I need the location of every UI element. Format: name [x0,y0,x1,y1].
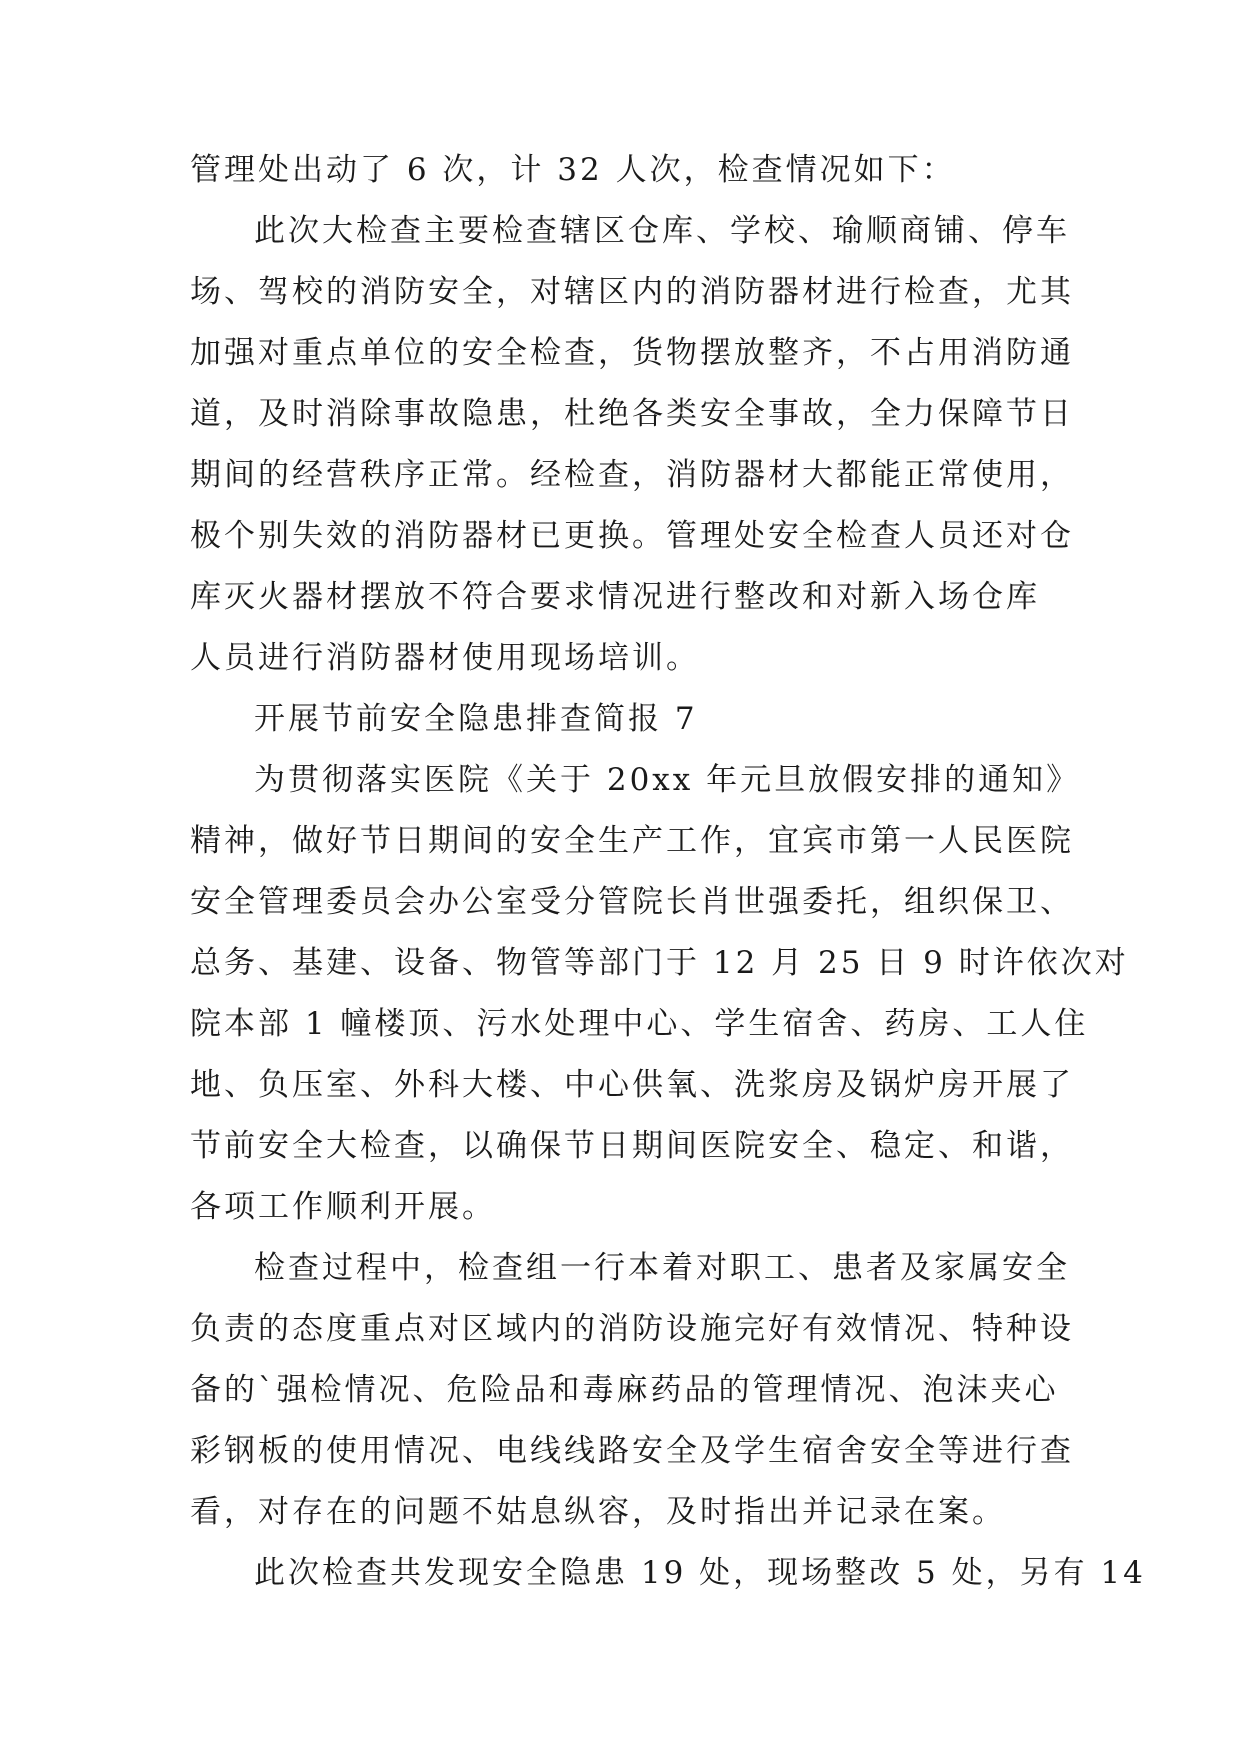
text-line: 院本部 1 幢楼顶、污水处理中心、学生宿舍、药房、工人住 [190,1006,1089,1042]
text-line: 节前安全大检查，以确保节日期间医院安全、稳定、和谐， [190,1128,1074,1164]
text-line: 负责的态度重点对区域内的消防设施完好有效情况、特种设 [190,1311,1074,1347]
text-line: 精神，做好节日期间的安全生产工作，宜宾市第一人民医院 [190,823,1074,859]
text-line: 库灭火器材摆放不符合要求情况进行整改和对新入场仓库 [190,579,1040,615]
text-line: 安全管理委员会办公室受分管院长肖世强委托，组织保卫、 [190,884,1074,920]
text-line: 看，对存在的问题不姑息纵容，及时指出并记录在案。 [190,1494,1006,1530]
section-heading: 开展节前安全隐患排查简报 7 [254,701,698,737]
text-line: 加强对重点单位的安全检查，货物摆放整齐，不占用消防通 [190,335,1074,371]
text-line: 管理处出动了 6 次，计 32 人次，检查情况如下： [190,152,956,188]
text-line: 各项工作顺利开展。 [190,1189,496,1225]
text-line: 期间的经营秩序正常。经检查，消防器材大都能正常使用， [190,457,1074,493]
text-line: 彩钢板的使用情况、电线线路安全及学生宿舍安全等进行查 [190,1433,1074,1469]
text-line: 总务、基建、设备、物管等部门于 12 月 25 日 9 时许依次对 [190,945,1129,981]
text-line: 备的`强检情况、危险品和毒麻药品的管理情况、泡沫夹心 [190,1372,1059,1408]
text-line: 人员进行消防器材使用现场培训。 [190,640,700,676]
text-line: 检查过程中，检查组一行本着对职工、患者及家属安全 [254,1250,1070,1286]
text-line: 道，及时消除事故隐患，杜绝各类安全事故，全力保障节日 [190,396,1074,432]
text-line: 此次大检查主要检查辖区仓库、学校、瑜顺商铺、停车 [254,213,1070,249]
text-line: 此次检查共发现安全隐患 19 处，现场整改 5 处，另有 14 [254,1555,1146,1591]
text-line: 场、驾校的消防安全，对辖区内的消防器材进行检查，尤其 [190,274,1074,310]
text-line: 极个别失效的消防器材已更换。管理处安全检查人员还对仓 [190,518,1074,554]
text-line: 为贯彻落实医院《关于 20xx 年元旦放假安排的通知》 [254,762,1081,798]
text-line: 地、负压室、外科大楼、中心供氧、洗浆房及锅炉房开展了 [190,1067,1074,1103]
